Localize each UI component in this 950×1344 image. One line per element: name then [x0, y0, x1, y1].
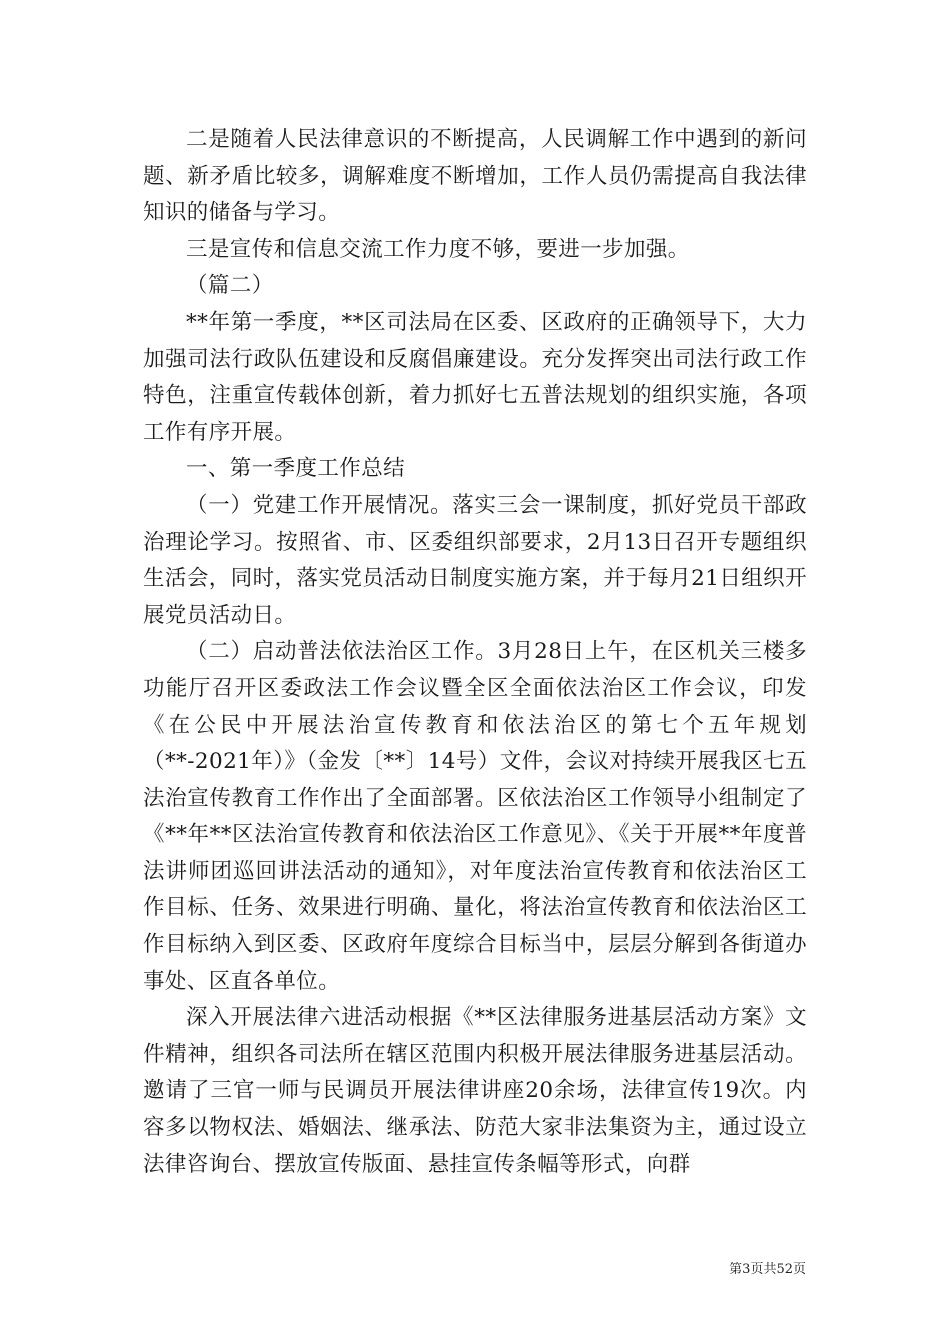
paragraph: 三是宣传和信息交流工作力度不够，要进一步加强。 [186, 236, 690, 262]
section-heading: 一、第一季度工作总结 [186, 456, 406, 482]
section-label: （篇二） [186, 273, 274, 299]
paragraph: （二）启动普法依法治区工作。3月28日上午，在区机关三楼多功能厅召开区委政法工作会议暨全区全面依法治区工作会议，印发《在公民中开展法治宣传教育和依法治区的第七个五年规划（**-2021年）》（金发〔**〕14号）文件，会议对持续开展我区七五法治宣传教育工作作出了全面部署。区依法治区工作领导小组制定了《**年**区法治宣传教育和依法治区工作意见》、《关于开展**年度普法讲师团巡回讲法活动的通知》，对年度法治宣传教育和依法治区工作目标、任务、效果进行明确、量化，将法治宣传教育和依法治区工作目标纳入到区委、区政府年度综合目标当中，层层分解到各街道办事处、区直各单位。 [143, 639, 807, 994]
document-body [143, 122, 807, 1183]
paragraph: **年第一季度，**区司法局在区委、区政府的正确领导下，大力加强司法行政队伍建设和反腐倡廉建设。充分发挥突出司法行政工作特色，注重宣传载体创新，着力抓好七五普法规划的组织实施，各项工作有序开展。 [143, 309, 807, 445]
paragraph: 深入开展法律六进活动根据《**区法律服务进基层活动方案》文件精神，组织各司法所在辖区范围内积极开展法律服务进基层活动。邀请了三官一师与民调员开展法律讲座20余场，法律宣传19次。内容多以物权法、婚姻法、继承法、防范大家非法集资为主，通过设立法律咨询台、摆放宣传版面、悬挂宣传条幅等形式，向群 [143, 1005, 807, 1177]
paragraph: （一）党建工作开展情况。落实三会一课制度，抓好党员干部政治理论学习。按照省、市、区委组织部要求，2月13日召开专题组织生活会，同时，落实党员活动日制度实施方案，并于每月21日组织开展党员活动日。 [143, 492, 807, 628]
page-number: 第3页共52页 [729, 1262, 806, 1277]
paragraph: 二是随着人民法律意识的不断提高，人民调解工作中遇到的新问题、新矛盾比较多，调解难度不断增加，工作人员仍需提高自我法律知识的储备与学习。 [143, 127, 807, 226]
